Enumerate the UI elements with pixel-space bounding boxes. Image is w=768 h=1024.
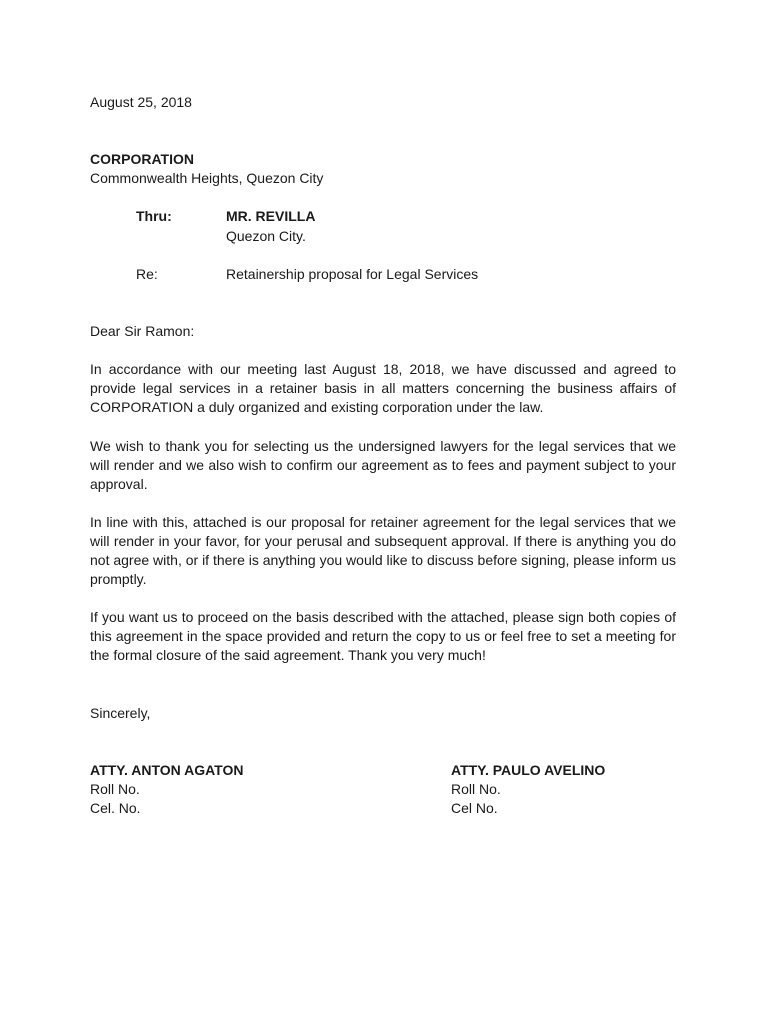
recipient-name: CORPORATION [90,151,194,167]
signatory-name: ATTY. ANTON AGATON [90,762,244,778]
thru-name: MR. REVILLA [226,208,316,224]
letter-date: August 25, 2018 [90,94,192,110]
signature-block-right [451,761,605,818]
thru-label: Thru: [136,208,172,224]
recipient-address: Commonwealth Heights, Quezon City [90,170,324,186]
signatory-roll-no: Roll No. [90,781,140,797]
signature-block-left [90,761,243,818]
signatory-roll-no: Roll No. [451,781,501,797]
body-paragraph: If you want us to proceed on the basis described with the attached, please sign both copies of this agreement in the space provided and return the copy to us or feel free to set a meeting for the formal closure of the said agreement. Thank you very much! [90,609,676,663]
closing: Sincerely, [90,705,151,721]
body-paragraph: In accordance with our meeting last August 18, 2018, we have discussed and agreed to provide legal services in a retainer basis in all matters concerning the business affairs of CORPORATION a duly organized and existing corporation under the law. [90,361,676,415]
signatory-name: ATTY. PAULO AVELINO [451,762,606,778]
signatory-cel-no: Cel No. [451,800,498,816]
re-label: Re: [136,266,158,282]
body-paragraph: We wish to thank you for selecting us the undersigned lawyers for the legal services that we will render and we also wish to confirm our agreement as to fees and payment subject to your approval. [90,438,676,492]
thru-city: Quezon City. [226,228,306,244]
re-subject: Retainership proposal for Legal Services [226,266,479,282]
salutation: Dear Sir Ramon: [90,323,195,339]
signatory-cel-no: Cel. No. [90,800,141,816]
body-paragraph: In line with this, attached is our proposal for retainer agreement for the legal services that we will render in your favor, for your perusal and subsequent approval. If there is anything you do not agree with, or if there is anything you would like to discuss before signing, please inform us promptly. [90,514,676,587]
